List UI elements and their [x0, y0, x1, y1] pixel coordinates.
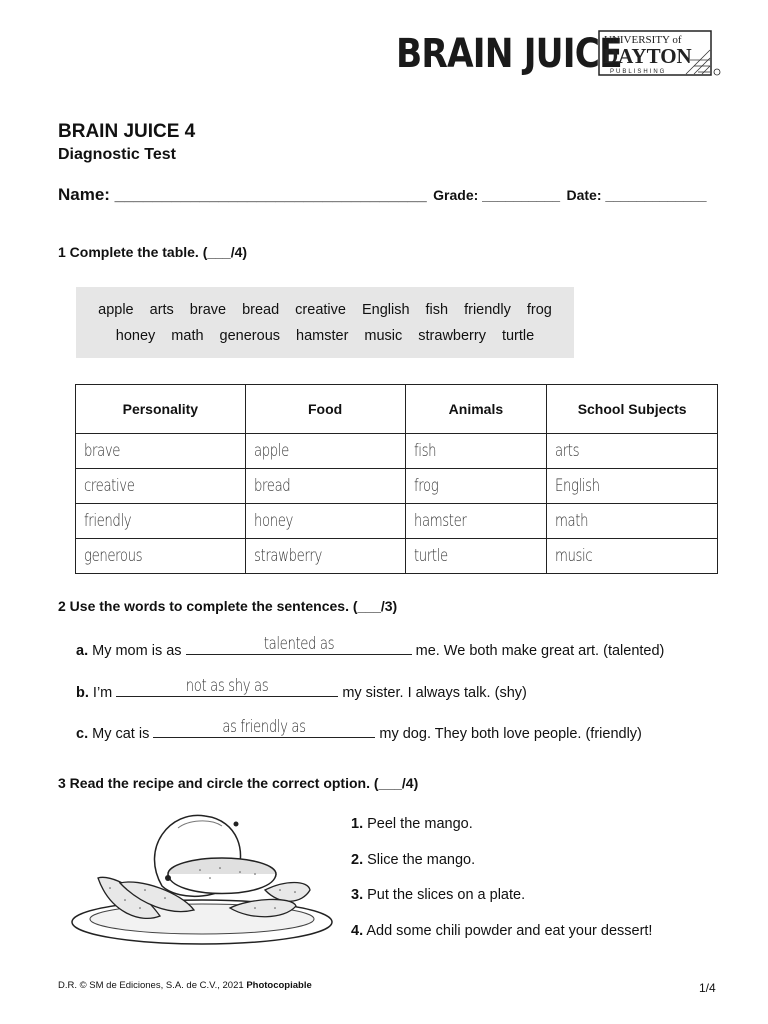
question-3-prompt: 3 Read the recipe and circle the correct option. (___/4): [58, 775, 419, 791]
table-row: [76, 469, 718, 504]
table-row: [76, 539, 718, 574]
table-cell[interactable]: [76, 539, 246, 574]
copyright-footer: D.R. © SM de Ediciones, S.A. de C.V., 2021 Photocopiable: [58, 980, 312, 991]
sentence-text: my sister. I always talk. (shy): [342, 685, 527, 701]
table-cell[interactable]: [405, 469, 547, 504]
word-bank-row-1: [76, 302, 574, 318]
recipe-step: 3. Put the slices on a plate.: [351, 887, 526, 903]
svg-text:DAYTON: DAYTON: [603, 44, 692, 68]
sentence-letter: c.: [76, 726, 89, 742]
brain-juice-logo: BRAIN JUICE: [396, 31, 622, 77]
word-bank-item: friendly: [464, 302, 511, 318]
table-header-cell: School Subjects: [547, 385, 718, 434]
question-2-prompt: 2 Use the words to complete the sentences. (___/3): [58, 598, 398, 614]
table-row: [76, 504, 718, 539]
handwritten-answer: as friendly as: [222, 717, 307, 737]
name-field[interactable]: Name: _________________________________: [58, 185, 427, 204]
handwritten-answer: talented as: [263, 634, 334, 654]
answer-blank[interactable]: [153, 717, 375, 738]
word-bank-item: music: [364, 328, 403, 344]
sentence-b: [76, 676, 527, 701]
table-cell[interactable]: [76, 469, 246, 504]
word-bank-item: bread: [242, 302, 280, 318]
word-bank-item: generous: [219, 328, 281, 344]
table-cell[interactable]: [547, 469, 718, 504]
handwritten-answer: hamster: [413, 511, 466, 531]
handwritten-answer: brave: [84, 441, 121, 461]
word-bank: [76, 287, 574, 358]
table-cell[interactable]: [76, 504, 246, 539]
word-bank-item: brave: [189, 302, 227, 318]
handwritten-answer: not as shy as: [186, 676, 269, 696]
table-cell[interactable]: [245, 539, 405, 574]
sentence-text: I’m: [92, 685, 113, 701]
handwritten-answer: honey: [253, 511, 293, 531]
word-bank-item: honey: [115, 328, 156, 344]
sentence-text: My cat is: [92, 726, 150, 742]
sentence-c: [76, 717, 642, 742]
sentence-letter: a.: [76, 643, 89, 659]
handwritten-answer: math: [555, 511, 589, 531]
recipe-step: 4. Add some chili powder and eat your dessert!: [351, 923, 653, 939]
word-bank-item: creative: [295, 302, 346, 318]
table-row: [76, 434, 718, 469]
category-table: [75, 384, 718, 574]
word-bank-item: strawberry: [418, 328, 486, 344]
sentence-text: me. We both make great art. (talented): [415, 643, 665, 659]
question-1-prompt: 1 Complete the table. (___/4): [58, 244, 248, 260]
handwritten-answer: fish: [413, 441, 436, 461]
word-bank-item: arts: [149, 302, 174, 318]
student-info-line: [58, 185, 707, 205]
word-bank-item: apple: [98, 302, 134, 318]
table-header-cell: Animals: [405, 385, 547, 434]
word-bank-item: English: [361, 302, 410, 318]
table-cell[interactable]: [245, 434, 405, 469]
table-cell[interactable]: [405, 504, 547, 539]
table-header-cell: Food: [245, 385, 405, 434]
table-cell[interactable]: [76, 434, 246, 469]
recipe-step: 2. Slice the mango.: [351, 852, 476, 868]
table-cell[interactable]: [405, 539, 547, 574]
word-bank-item: fish: [425, 302, 449, 318]
recipe-step: 1. Peel the mango.: [351, 816, 473, 832]
handwritten-answer: turtle: [413, 546, 448, 566]
sentence-letter: b.: [76, 685, 89, 701]
handwritten-answer: friendly: [84, 511, 132, 531]
handwritten-answer: arts: [555, 441, 580, 461]
word-bank-item: hamster: [296, 328, 349, 344]
mango-dessert-illustration: [70, 808, 340, 948]
handwritten-answer: English: [555, 476, 600, 496]
handwritten-answer: creative: [84, 476, 135, 496]
table-cell[interactable]: [547, 504, 718, 539]
handwritten-answer: apple: [253, 441, 289, 461]
word-bank-row-2: [76, 328, 574, 344]
handwritten-answer: bread: [253, 476, 291, 496]
answer-blank[interactable]: [116, 676, 338, 697]
table-cell[interactable]: [547, 434, 718, 469]
handwritten-answer: music: [555, 546, 593, 566]
word-bank-item: frog: [526, 302, 552, 318]
handwritten-answer: frog: [413, 476, 438, 496]
university-of-dayton-publishing-logo: [598, 30, 722, 78]
table-cell[interactable]: [405, 434, 547, 469]
answer-blank[interactable]: [186, 634, 412, 655]
date-field[interactable]: Date: _____________: [566, 187, 707, 203]
table-header-cell: Personality: [76, 385, 246, 434]
page-subtitle: Diagnostic Test: [58, 146, 176, 163]
table-cell[interactable]: [245, 469, 405, 504]
table-header-row: [76, 385, 718, 434]
table-cell[interactable]: [245, 504, 405, 539]
word-bank-item: math: [171, 328, 204, 344]
word-bank-item: turtle: [501, 328, 535, 344]
sentence-text: my dog. They both love people. (friendly): [379, 726, 642, 742]
grade-field[interactable]: Grade: __________: [433, 187, 561, 203]
table-cell[interactable]: [547, 539, 718, 574]
svg-text:PUBLISHING: PUBLISHING: [610, 69, 667, 75]
sentence-a: [76, 634, 665, 659]
handwritten-answer: strawberry: [253, 546, 322, 566]
sentence-text: My mom is as: [92, 643, 182, 659]
page-number: 1/4: [699, 981, 716, 995]
page-title: BRAIN JUICE 4: [58, 121, 196, 142]
handwritten-answer: generous: [84, 546, 143, 566]
svg-text:UNIVERSITY of: UNIVERSITY of: [604, 34, 682, 46]
